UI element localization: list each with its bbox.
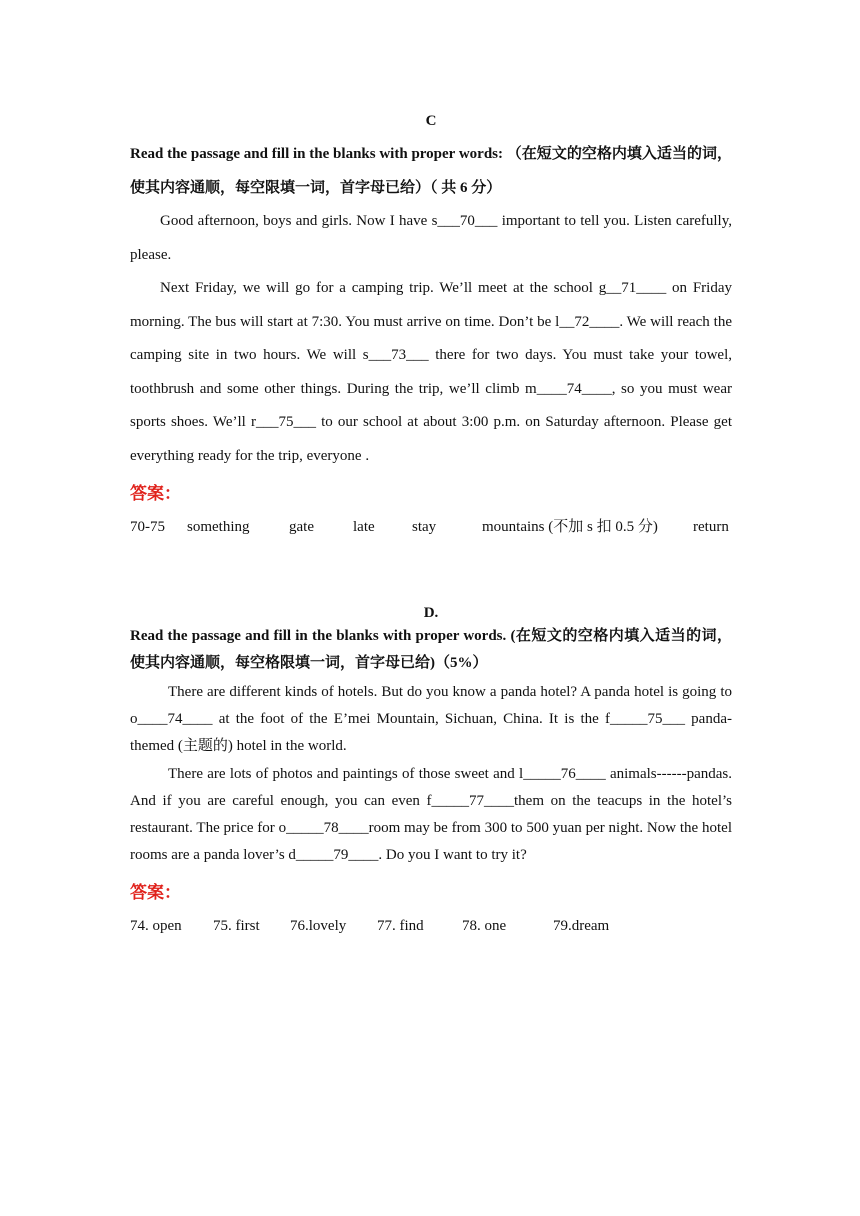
answer-item: late — [353, 519, 375, 535]
section-d-paragraph-2: There are lots of photos and paintings of those sweet and l_____76____ animals------pandas. And if you are careful enough, you can even f_____77____them on the teacups in the hotel’s restaurant. The price for o_____78____room may be from 300 to 500 yuan per night. Now the hotel rooms are a panda lover’s d_____79____. Do you I want to try it? — [130, 766, 732, 863]
section-d — [130, 603, 732, 869]
section-d-paragraph-1: There are different kinds of hotels. But do you know a panda hotel? A panda hotel is going to o____74____ at the foot of the E’mei Mountain, Sichuan, China. It is the f_____75___ panda-themed (主题的) hotel in the world. — [130, 684, 732, 754]
section-d-answer-row — [130, 916, 732, 936]
section-c-paragraph-1: Good afternoon, boys and girls. Now I have s___70___ important to tell you. Listen carefully, please. — [130, 213, 732, 263]
section-c-heading: C — [425, 113, 437, 129]
answer-item: 75. first — [213, 918, 260, 934]
answer-item: 74. open — [130, 918, 182, 934]
section-c-paragraph-2: Next Friday, we will go for a camping trip. We’ll meet at the school g__71____ on Friday morning. The bus will start at 7:30. You must arrive on time. Don’t be l__72____. We will reach the camping site in two hours. We will s___73___ there for two days. You must take your towel, toothbrush and some other things. During the trip, we’ll climb m____74____, so you must wear sports shoes. We’ll r___75___ to our school at about 3:00 p.m. on Saturday afternoon. Please get everything ready for the trip, everyone . — [130, 280, 732, 464]
section-d-heading: D. — [423, 605, 439, 621]
section-d-answer-label: 答案： — [130, 883, 181, 903]
section-d-instruction: Read the passage and fill in the blanks with proper words. (在短文的空格内填入适当的词，使其内容通顺，每空格限填一词，首字母已给)（5%） — [130, 628, 732, 671]
answer-item: 79.dream — [553, 918, 610, 934]
answer-item: 77. find — [377, 918, 424, 934]
section-c-answer-row — [130, 517, 732, 537]
answer-item: return — [693, 519, 729, 535]
answer-item: 76.lovely — [290, 918, 347, 934]
answer-item: mountains (不加 s 扣 0.5 分) — [482, 519, 658, 535]
section-c-instruction: Read the passage and fill in the blanks with proper words: （在短文的空格内填入适当的词，使其内容通顺，每空限填一词，首字母已给）（ 共 6 分） — [130, 146, 732, 196]
answer-item: 70-75 — [130, 519, 165, 535]
section-c — [130, 111, 732, 473]
answer-item: gate — [289, 519, 314, 535]
answer-item: stay — [412, 519, 437, 535]
answer-item: 78. one — [462, 918, 507, 934]
answer-item: something — [187, 519, 250, 535]
section-c-answer-label: 答案： — [130, 484, 181, 504]
